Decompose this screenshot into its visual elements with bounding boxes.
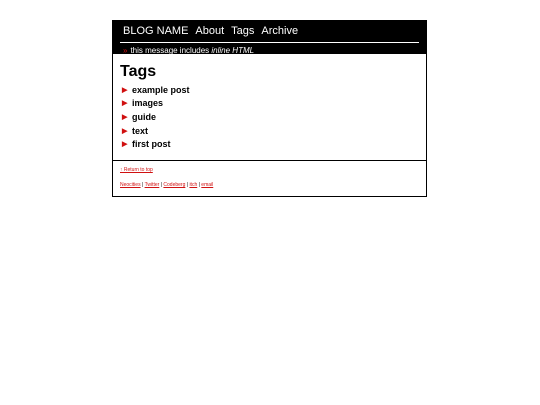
- nav-tags[interactable]: Tags: [231, 25, 255, 37]
- tag-link-first-post[interactable]: first post: [132, 139, 171, 150]
- tag-link-text[interactable]: text: [132, 125, 149, 136]
- footer-separator: |: [159, 182, 164, 188]
- footer-separator: |: [185, 182, 190, 188]
- footer-link-itch[interactable]: itch: [189, 182, 198, 188]
- tag-link-example-post[interactable]: example post: [132, 84, 190, 95]
- nav-archive[interactable]: Archive: [261, 25, 299, 37]
- return-top-row: [120, 167, 419, 174]
- footer-separator: |: [140, 182, 145, 188]
- triangle-bullet-icon: ▶: [122, 100, 128, 108]
- tag-item: [122, 110, 419, 124]
- main-nav: [120, 21, 419, 40]
- return-to-top-link[interactable]: ↑ Return to top: [120, 167, 153, 173]
- triangle-bullet-icon: ▶: [122, 127, 128, 135]
- footer-link-codeberg[interactable]: Codeberg: [163, 182, 186, 188]
- tag-link-guide[interactable]: guide: [132, 111, 156, 122]
- announcement-text-plain: this message includes: [130, 46, 212, 55]
- tag-item: [122, 124, 419, 138]
- triangle-bullet-icon: ▶: [122, 86, 128, 94]
- footer-links: [120, 182, 419, 189]
- tag-item: [122, 83, 419, 97]
- tag-link-images[interactable]: images: [132, 98, 164, 109]
- announcement-text-italic: inline HTML: [211, 46, 255, 55]
- footer-link-email[interactable]: email: [201, 182, 214, 188]
- page-container: [112, 20, 427, 197]
- footer-separator: |: [197, 182, 202, 188]
- footer-link-neocities[interactable]: Neocities: [120, 182, 141, 188]
- announcement-bullet-icon: »: [123, 46, 128, 55]
- nav-blog-name[interactable]: BLOG NAME: [123, 25, 189, 37]
- announcement-text: [130, 45, 254, 56]
- page-title: Tags: [120, 63, 157, 80]
- site-footer: [113, 160, 426, 189]
- main-content: [113, 54, 426, 160]
- tag-item: [122, 137, 419, 151]
- footer-link-twitter[interactable]: Twitter: [144, 182, 160, 188]
- tag-item: [122, 97, 419, 111]
- tag-list: [120, 83, 419, 151]
- triangle-bullet-icon: ▶: [122, 113, 128, 121]
- site-header: [113, 21, 426, 54]
- triangle-bullet-icon: ▶: [122, 141, 128, 149]
- nav-about[interactable]: About: [195, 25, 225, 37]
